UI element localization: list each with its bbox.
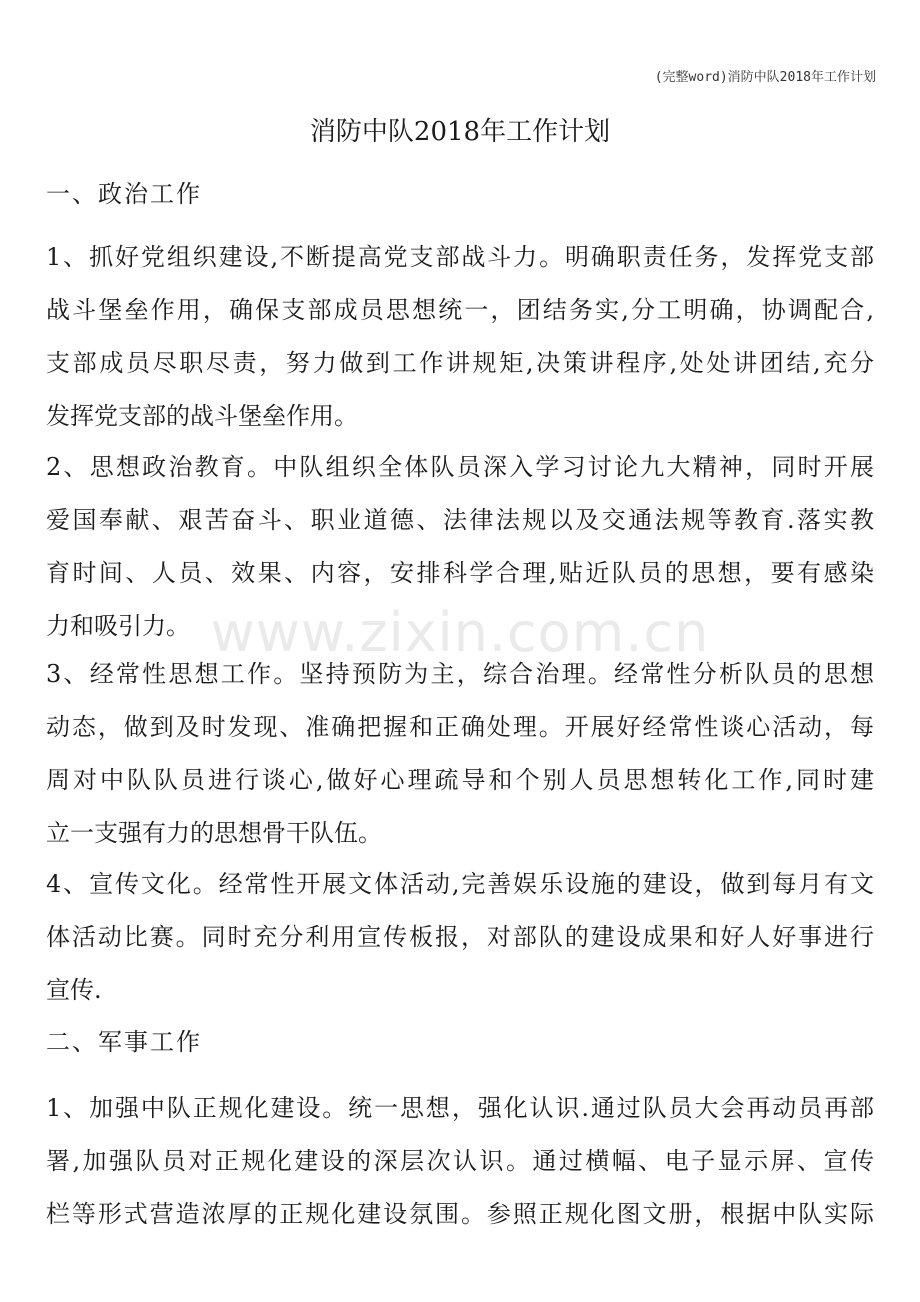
text-line: 1、抓好党组织建设,不断提高党支部战斗力。明确职责任务，发挥党支部 <box>46 243 874 271</box>
text-line: 力和吸引力。 <box>46 612 190 640</box>
text-line: 3、经常性思想工作。坚持预防为主，综合治理。经常性分析队员的思想 <box>46 660 874 688</box>
text-line: 署,加强队员对正规化建设的深层次认识。通过横幅、电子显示屏、宣传 <box>46 1147 874 1175</box>
text-line: 栏等形式营造浓厚的正规化建设氛围。参照正规化图文册，根据中队实际 <box>46 1200 874 1228</box>
watermark: www.zixin.com.cn <box>210 601 710 664</box>
text-line: 1、加强中队正规化建设。统一思想，强化认识.通过队员大会再动员再部 <box>46 1094 874 1122</box>
paragraph-1-party-building <box>46 231 874 443</box>
text-line: 体活动比赛。同时充分利用宣传板报，对部队的建设成果和好人好事进行 <box>46 923 874 951</box>
document-title: 消防中队2018年工作计划 <box>309 117 611 147</box>
text-line: 动态，做到及时发现、准确把握和正确处理。开展好经常性谈心活动，每 <box>46 713 874 741</box>
running-header: (完整word)消防中队2018年工作计划 <box>654 70 876 85</box>
text-line: 2、思想政治教育。中队组织全体队员深入学习讨论九大精神，同时开展 <box>46 453 874 481</box>
text-line: 发挥党支部的战斗堡垒作用。 <box>46 402 358 430</box>
text-line: 战斗堡垒作用，确保支部成员思想统一，团结务实,分工明确，协调配合, <box>46 296 874 324</box>
paragraph-1-regularization <box>46 1082 874 1241</box>
text-line: 爱国奉献、艰苦奋斗、职业道德、法律法规以及交通法规等教育.落实教 <box>46 506 874 534</box>
section-heading-military: 二、军事工作 <box>46 1028 202 1056</box>
text-line: 立一支强有力的思想骨干队伍。 <box>46 819 382 847</box>
section-heading-political: 一、政治工作 <box>46 180 202 208</box>
paragraph-2-ideological-education <box>46 441 874 653</box>
text-line: 支部成员尽职尽责，努力做到工作讲规矩,决策讲程序,处处讲团结,充分 <box>46 349 874 377</box>
paragraph-3-regular-ideological-work <box>46 648 874 860</box>
text-line: 周对中队队员进行谈心,做好心理疏导和个别人员思想转化工作,同时建 <box>46 766 874 794</box>
text-line: 4、宣传文化。经常性开展文体活动,完善娱乐设施的建设，做到每月有文 <box>46 870 874 898</box>
text-line: 育时间、人员、效果、内容，安排科学合理,贴近队员的思想，要有感染 <box>46 559 874 587</box>
paragraph-4-publicity-culture <box>46 858 874 1017</box>
text-line: 宣传. <box>46 976 102 1004</box>
